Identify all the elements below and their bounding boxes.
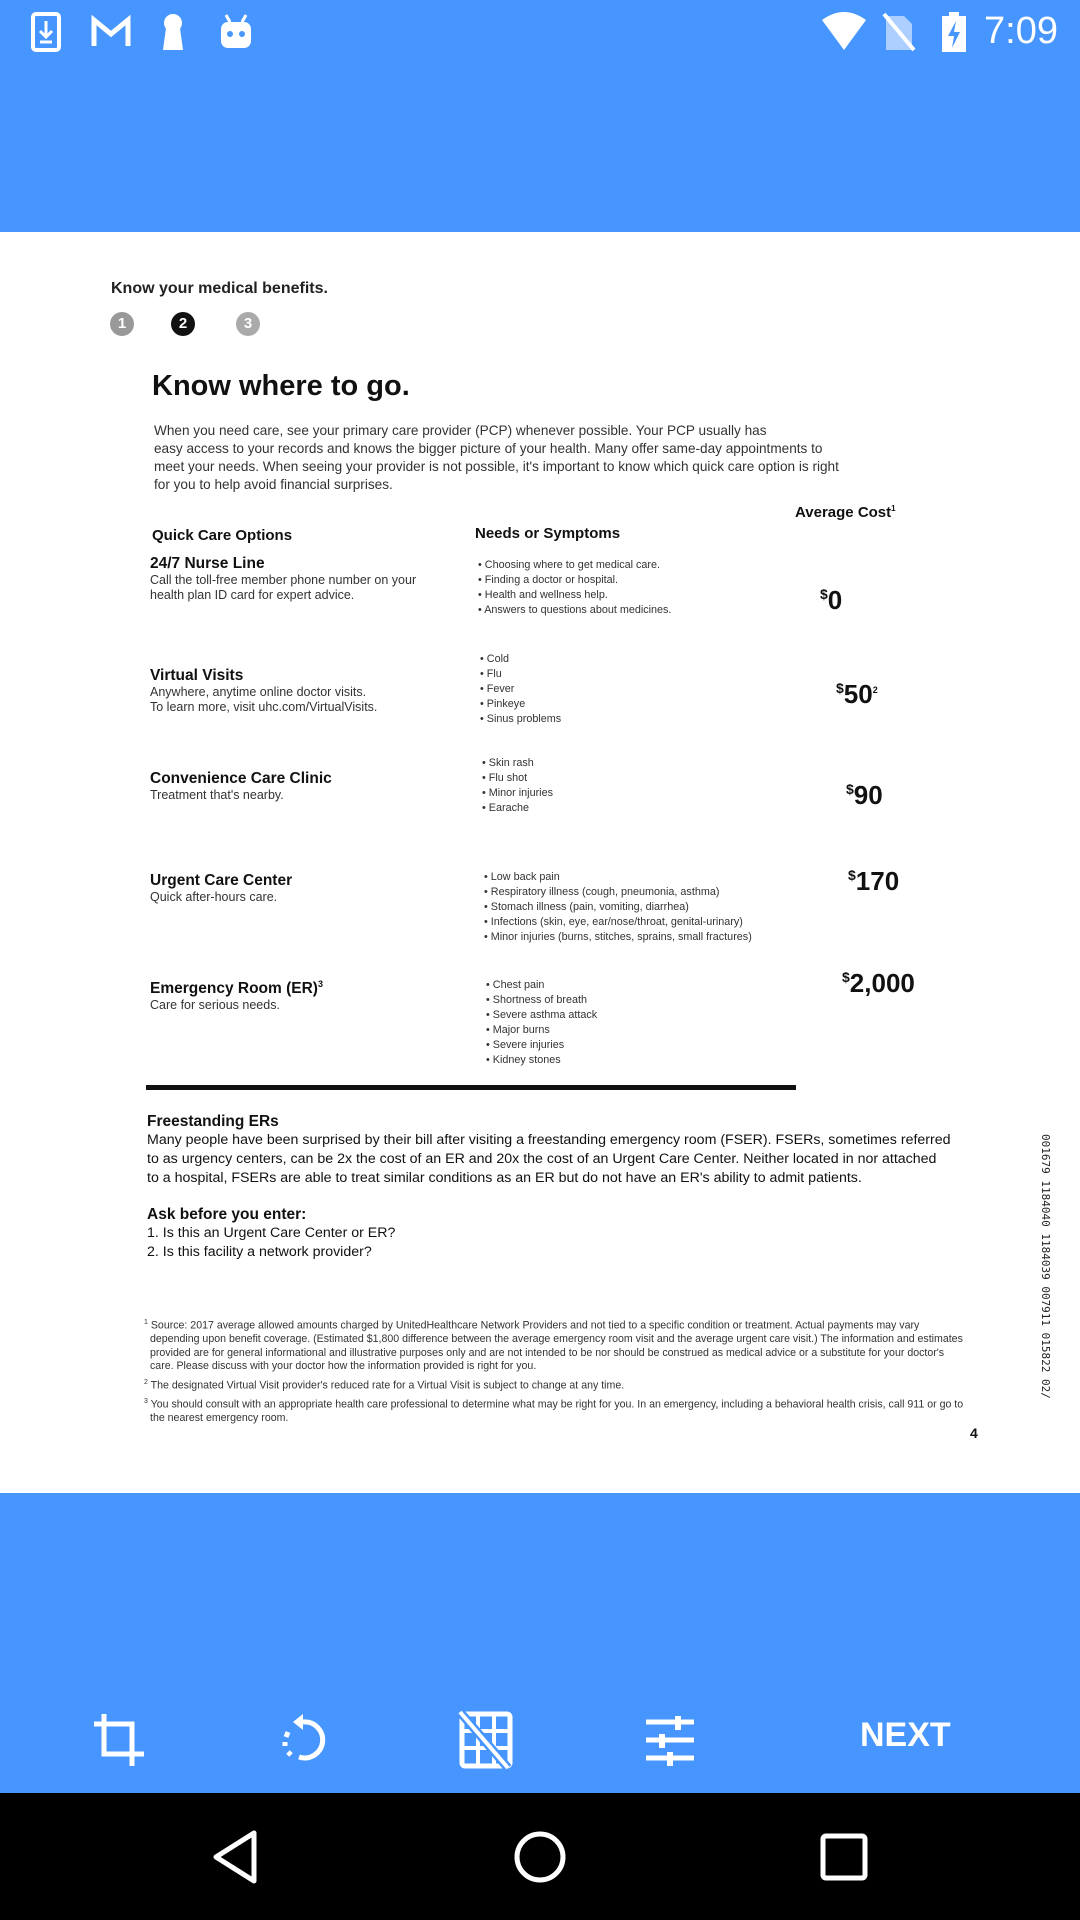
page-number: 4	[970, 1425, 978, 1441]
symptom-item: • Infections (skin, eye, ear/nose/throat, genital-urinary)	[484, 915, 752, 930]
intro-paragraph: When you need care, see your primary care provider (PCP) whenever possible. Your PCP usually has easy access to your records and knows the bigger picture of your health. Many offer same-day appointments to meet your needs. When seeing your provider is not possible, it's important to know which quick care option is right for you to help avoid financial surprises.	[154, 423, 839, 492]
average-cost: $0	[820, 585, 843, 615]
bottom-toolbar	[0, 1683, 1080, 1793]
symptom-item: • Pinkeye	[480, 697, 561, 712]
no-sim-icon	[882, 12, 916, 52]
divider-rule	[146, 1085, 796, 1090]
fser-text: Many people have been surprised by their bill after visiting a freestanding emergency room (FSER). FSERs, sometimes referred to as urgency centers, can be 2x the cost of an ER and 20x the cost of an Urgent Care Center. Neither located in nor attached to a hospital, FSERs are able to treat similar conditions as an ER but do not have an ER's ability to admit patients.	[147, 1132, 951, 1186]
symptom-item: • Flu shot	[482, 771, 553, 786]
symptom-item: • Severe asthma attack	[486, 1008, 597, 1023]
ask-title: Ask before you enter:	[147, 1206, 307, 1223]
care-option	[150, 871, 292, 905]
ask-list: 1. Is this an Urgent Care Center or ER? 2. Is this facility a network provider?	[147, 1225, 396, 1260]
download-icon	[30, 12, 66, 52]
care-option-name: Emergency Room (ER)$^3$	[150, 979, 323, 998]
document-header: Know your medical benefits.	[111, 280, 328, 297]
care-option	[150, 769, 332, 803]
symptom-item: • Shortness of breath	[486, 993, 597, 1008]
average-cost: $^{\$}50^2$	[836, 679, 878, 709]
symptom-item: • Flu	[480, 667, 561, 682]
average-cost: $90	[846, 780, 883, 810]
care-option-description: Call the toll-free member phone number on your health plan ID card for expert advice.	[150, 573, 417, 603]
symptom-item: • Low back pain	[484, 870, 752, 885]
symptom-list	[482, 756, 553, 816]
symptom-item: • Minor injuries	[482, 786, 553, 801]
care-option-description: Anywhere, anytime online doctor visits. To learn more, visit uhc.com/VirtualVisits.	[150, 685, 378, 715]
symptom-item: • Respiratory illness (cough, pneumonia, asthma)	[484, 885, 752, 900]
symptom-list	[478, 558, 671, 618]
symptom-item: • Chest pain	[486, 978, 597, 993]
care-option	[150, 979, 323, 1013]
navigation-bar	[0, 1793, 1080, 1920]
clock: 7:09	[984, 10, 1058, 52]
average-cost: $170	[848, 866, 900, 896]
footnotes: $^1$ Source: 2017 average allowed amounts charged by UnitedHealthcare Network Providers and not tied to a specific condition or treatment. Actual payments may vary depending upon benefit coverage. (Estimated $1,800 difference between the average emergency room visit and the average urgent care visit.) The information and estimates provided are for general informational and illustrative purposes only and are not intended to be nor should be construed as medical advice or a substitute for your doctor's care. Please discuss with your doctor how the information provided is right for you. $^2$ The designated Virtual Visit provider's reduced rate for a Virtual Visit is subject to change at any time. $^3$ You should consult with an appropriate health care professional to determine what may be right for you. In an emergency, including a behavioral health crisis, call 911 or go to the nearest emergency room.	[144, 1319, 964, 1424]
symptom-item: • Cold	[480, 652, 561, 667]
care-option-description: Treatment that's nearby.	[150, 788, 284, 803]
care-option-description: Quick after-hours care.	[150, 890, 278, 905]
symptom-item: • Skin rash	[482, 756, 553, 771]
gmail-icon	[90, 12, 132, 52]
average-cost-header: Average Cost$^1$	[795, 504, 896, 521]
symptom-item: • Kidney stones	[486, 1053, 597, 1068]
symptom-list	[484, 870, 752, 945]
back-icon[interactable]	[204, 1825, 268, 1889]
needs-symptoms-header: Needs or Symptoms	[475, 525, 621, 542]
symptom-item: • Choosing where to get medical care.	[478, 558, 671, 573]
symptom-item: • Stomach illness (pain, vomiting, diarrhea)	[484, 900, 752, 915]
symptom-item: • Severe injuries	[486, 1038, 597, 1053]
care-option-description: Care for serious needs.	[150, 998, 280, 1013]
step-1: 1	[110, 312, 134, 336]
crop-button[interactable]	[88, 1708, 152, 1772]
rotate-icon	[275, 1712, 331, 1768]
document-title: Know where to go.	[152, 370, 410, 402]
fser-title: Freestanding ERs	[147, 1113, 279, 1130]
symptom-list	[480, 652, 561, 727]
symptom-item: • Health and wellness help.	[478, 588, 671, 603]
symptom-item: • Sinus problems	[480, 712, 561, 727]
symptom-list	[486, 978, 597, 1068]
android-icon	[218, 12, 254, 52]
care-option	[150, 666, 377, 715]
step-2-active: 2	[171, 312, 195, 336]
symptom-item: • Fever	[480, 682, 561, 697]
symptom-item: • Minor injuries (burns, stitches, sprains, small fractures)	[484, 930, 752, 945]
tune-icon	[642, 1712, 698, 1768]
grid-toggle-button[interactable]	[454, 1708, 518, 1772]
home-icon[interactable]	[508, 1825, 572, 1889]
care-option	[150, 554, 416, 603]
quick-care-options-header: Quick Care Options	[152, 527, 293, 544]
care-option-name: 24/7 Nurse Line	[150, 555, 265, 573]
care-option-name: Convenience Care Clinic	[150, 770, 332, 788]
average-cost: $2,000	[842, 968, 915, 998]
battery-charging-icon	[940, 12, 968, 52]
symptom-item: • Earache	[482, 801, 553, 816]
next-button[interactable]: NEXT	[860, 1716, 951, 1754]
wifi-icon	[820, 12, 868, 52]
care-option-name: Urgent Care Center	[150, 872, 293, 890]
symptom-item: • Major burns	[486, 1023, 597, 1038]
adjust-button[interactable]	[638, 1708, 702, 1772]
crop-icon	[92, 1712, 148, 1768]
status-bar	[0, 0, 1080, 66]
step-3: 3	[236, 312, 260, 336]
recents-icon[interactable]	[812, 1825, 876, 1889]
symptom-item: • Finding a doctor or hospital.	[478, 573, 671, 588]
side-serial-code: 001679 1184040 1184039 007911 015822 02/	[1039, 1134, 1052, 1399]
symptom-item: • Answers to questions about medicines.	[478, 603, 671, 618]
scanned-document-preview[interactable]	[0, 232, 1080, 1493]
rotate-button[interactable]	[271, 1708, 335, 1772]
grid-off-icon	[456, 1710, 516, 1770]
care-option-name: Virtual Visits	[150, 667, 244, 685]
keyhole-icon	[158, 12, 188, 52]
